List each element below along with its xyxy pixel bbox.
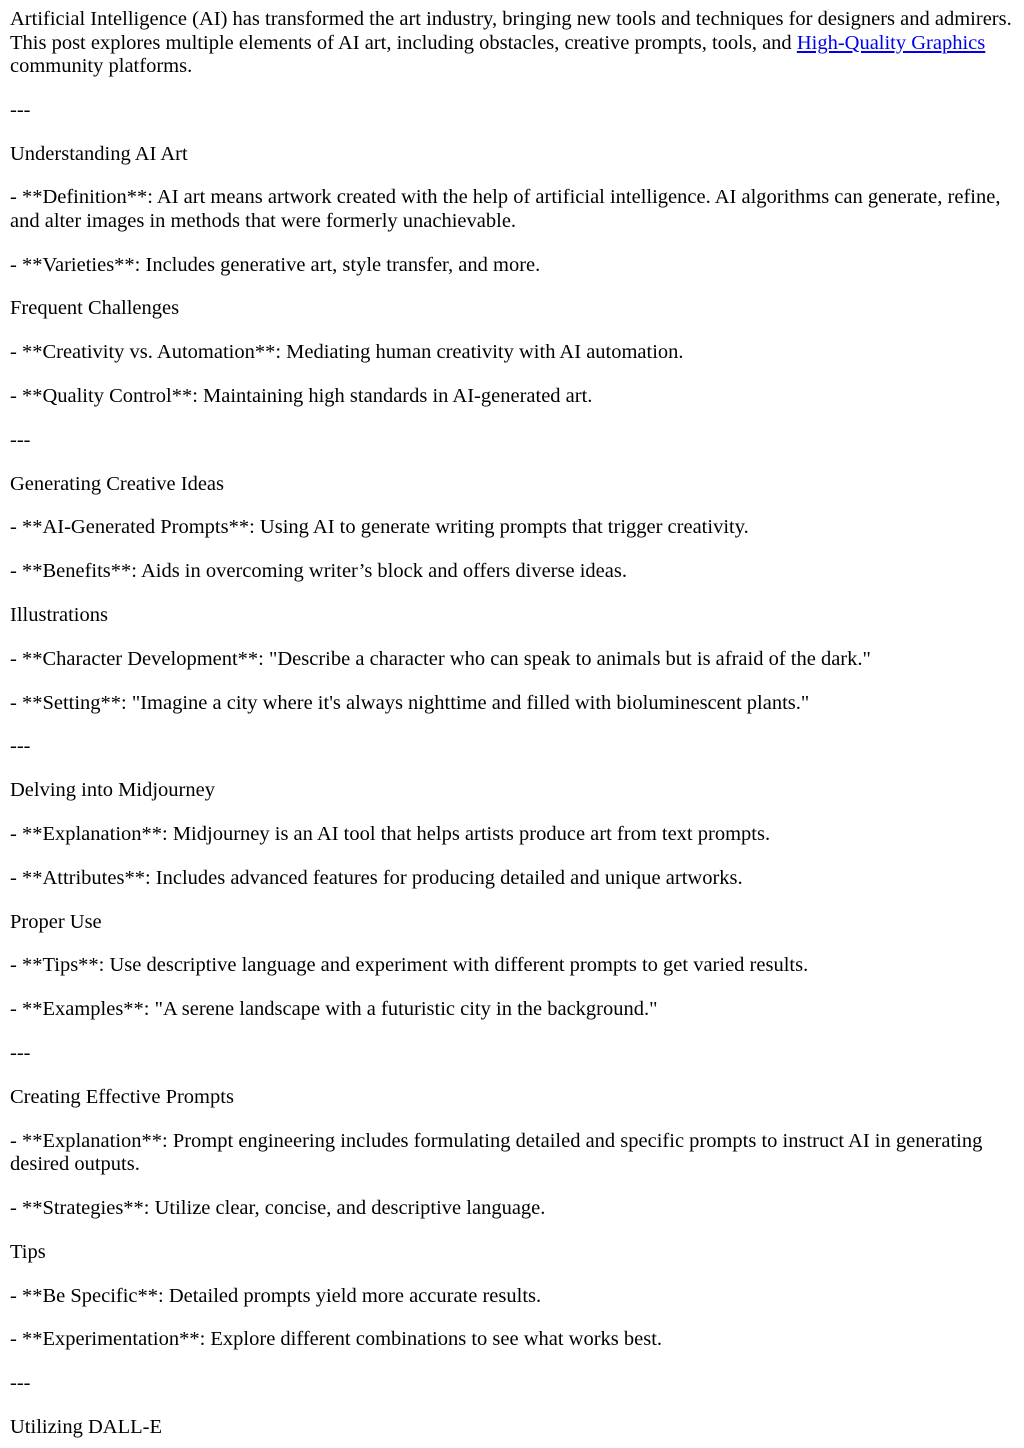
bullet-item: - **Benefits**: Aids in overcoming writer’s block and offers diverse ideas. (10, 560, 627, 583)
bullet-item: - **Strategies**: Utilize clear, concise, and descriptive language. (10, 1196, 546, 1219)
bullet-item: - **Character Development**: "Describe a character who can speak to animals but is afraid of the dark." (10, 647, 871, 670)
intro-text-end: community platforms. (10, 55, 193, 77)
bullet-item: - **Experimentation**: Explore different combinations to see what works best. (10, 1328, 663, 1351)
section-heading: Utilizing DALL-E (10, 1415, 163, 1438)
subsection-heading: Frequent Challenges (10, 297, 180, 320)
divider: --- (10, 1372, 31, 1395)
bullet-item: - **Explanation**: Midjourney is an AI tool that helps artists produce art from text prompts. (10, 823, 771, 846)
subsection-heading: Tips (10, 1240, 46, 1263)
subsection-heading: Illustrations (10, 604, 108, 627)
bullet-item: - **Quality Control**: Maintaining high standards in AI-generated art. (10, 385, 593, 408)
bullet-item: - **Examples**: "A serene landscape with a futuristic city in the background." (10, 998, 658, 1021)
bullet-item: - **Varieties**: Includes generative art, style transfer, and more. (10, 253, 541, 276)
divider: --- (10, 1042, 31, 1065)
divider: --- (10, 98, 31, 121)
bullet-item: - **Tips**: Use descriptive language and experiment with different prompts to get varied results. (10, 954, 809, 977)
section-heading: Generating Creative Ideas (10, 472, 225, 495)
intro-text: Artificial Intelligence (AI) has transformed the art industry, bringing new tools and techniques for designers and admirers. This post explores multiple elements of AI art, including obstacles, creative prompts, tools, and (10, 8, 1012, 54)
divider: --- (10, 735, 31, 758)
high-quality-graphics-link[interactable]: High-Quality Graphics (796, 31, 986, 54)
intro-paragraph (10, 8, 1014, 79)
bullet-item: - **Attributes**: Includes advanced features for producing detailed and unique artworks. (10, 866, 743, 889)
bullet-item: - **AI-Generated Prompts**: Using AI to generate writing prompts that trigger creativity. (10, 516, 749, 539)
bullet-item: - **Definition**: AI art means artwork created with the help of artificial intelligence. AI algorithms can generate, refine, and alter images in methods that were formerly unachievable. (10, 186, 1001, 232)
bullet-item: - **Setting**: "Imagine a city where it's always nighttime and filled with bioluminescent plants." (10, 691, 810, 714)
bullet-item: - **Explanation**: Prompt engineering includes formulating detailed and specific prompts to instruct AI in generating desired outputs. (10, 1129, 983, 1176)
section-heading: Understanding AI Art (10, 142, 188, 165)
subsection-heading: Proper Use (10, 910, 102, 933)
divider: --- (10, 428, 31, 451)
section-heading: Delving into Midjourney (10, 779, 215, 802)
section-heading: Creating Effective Prompts (10, 1085, 234, 1108)
bullet-item: - **Be Specific**: Detailed prompts yield more accurate results. (10, 1284, 542, 1307)
bullet-item: - **Creativity vs. Automation**: Mediating human creativity with AI automation. (10, 341, 684, 364)
